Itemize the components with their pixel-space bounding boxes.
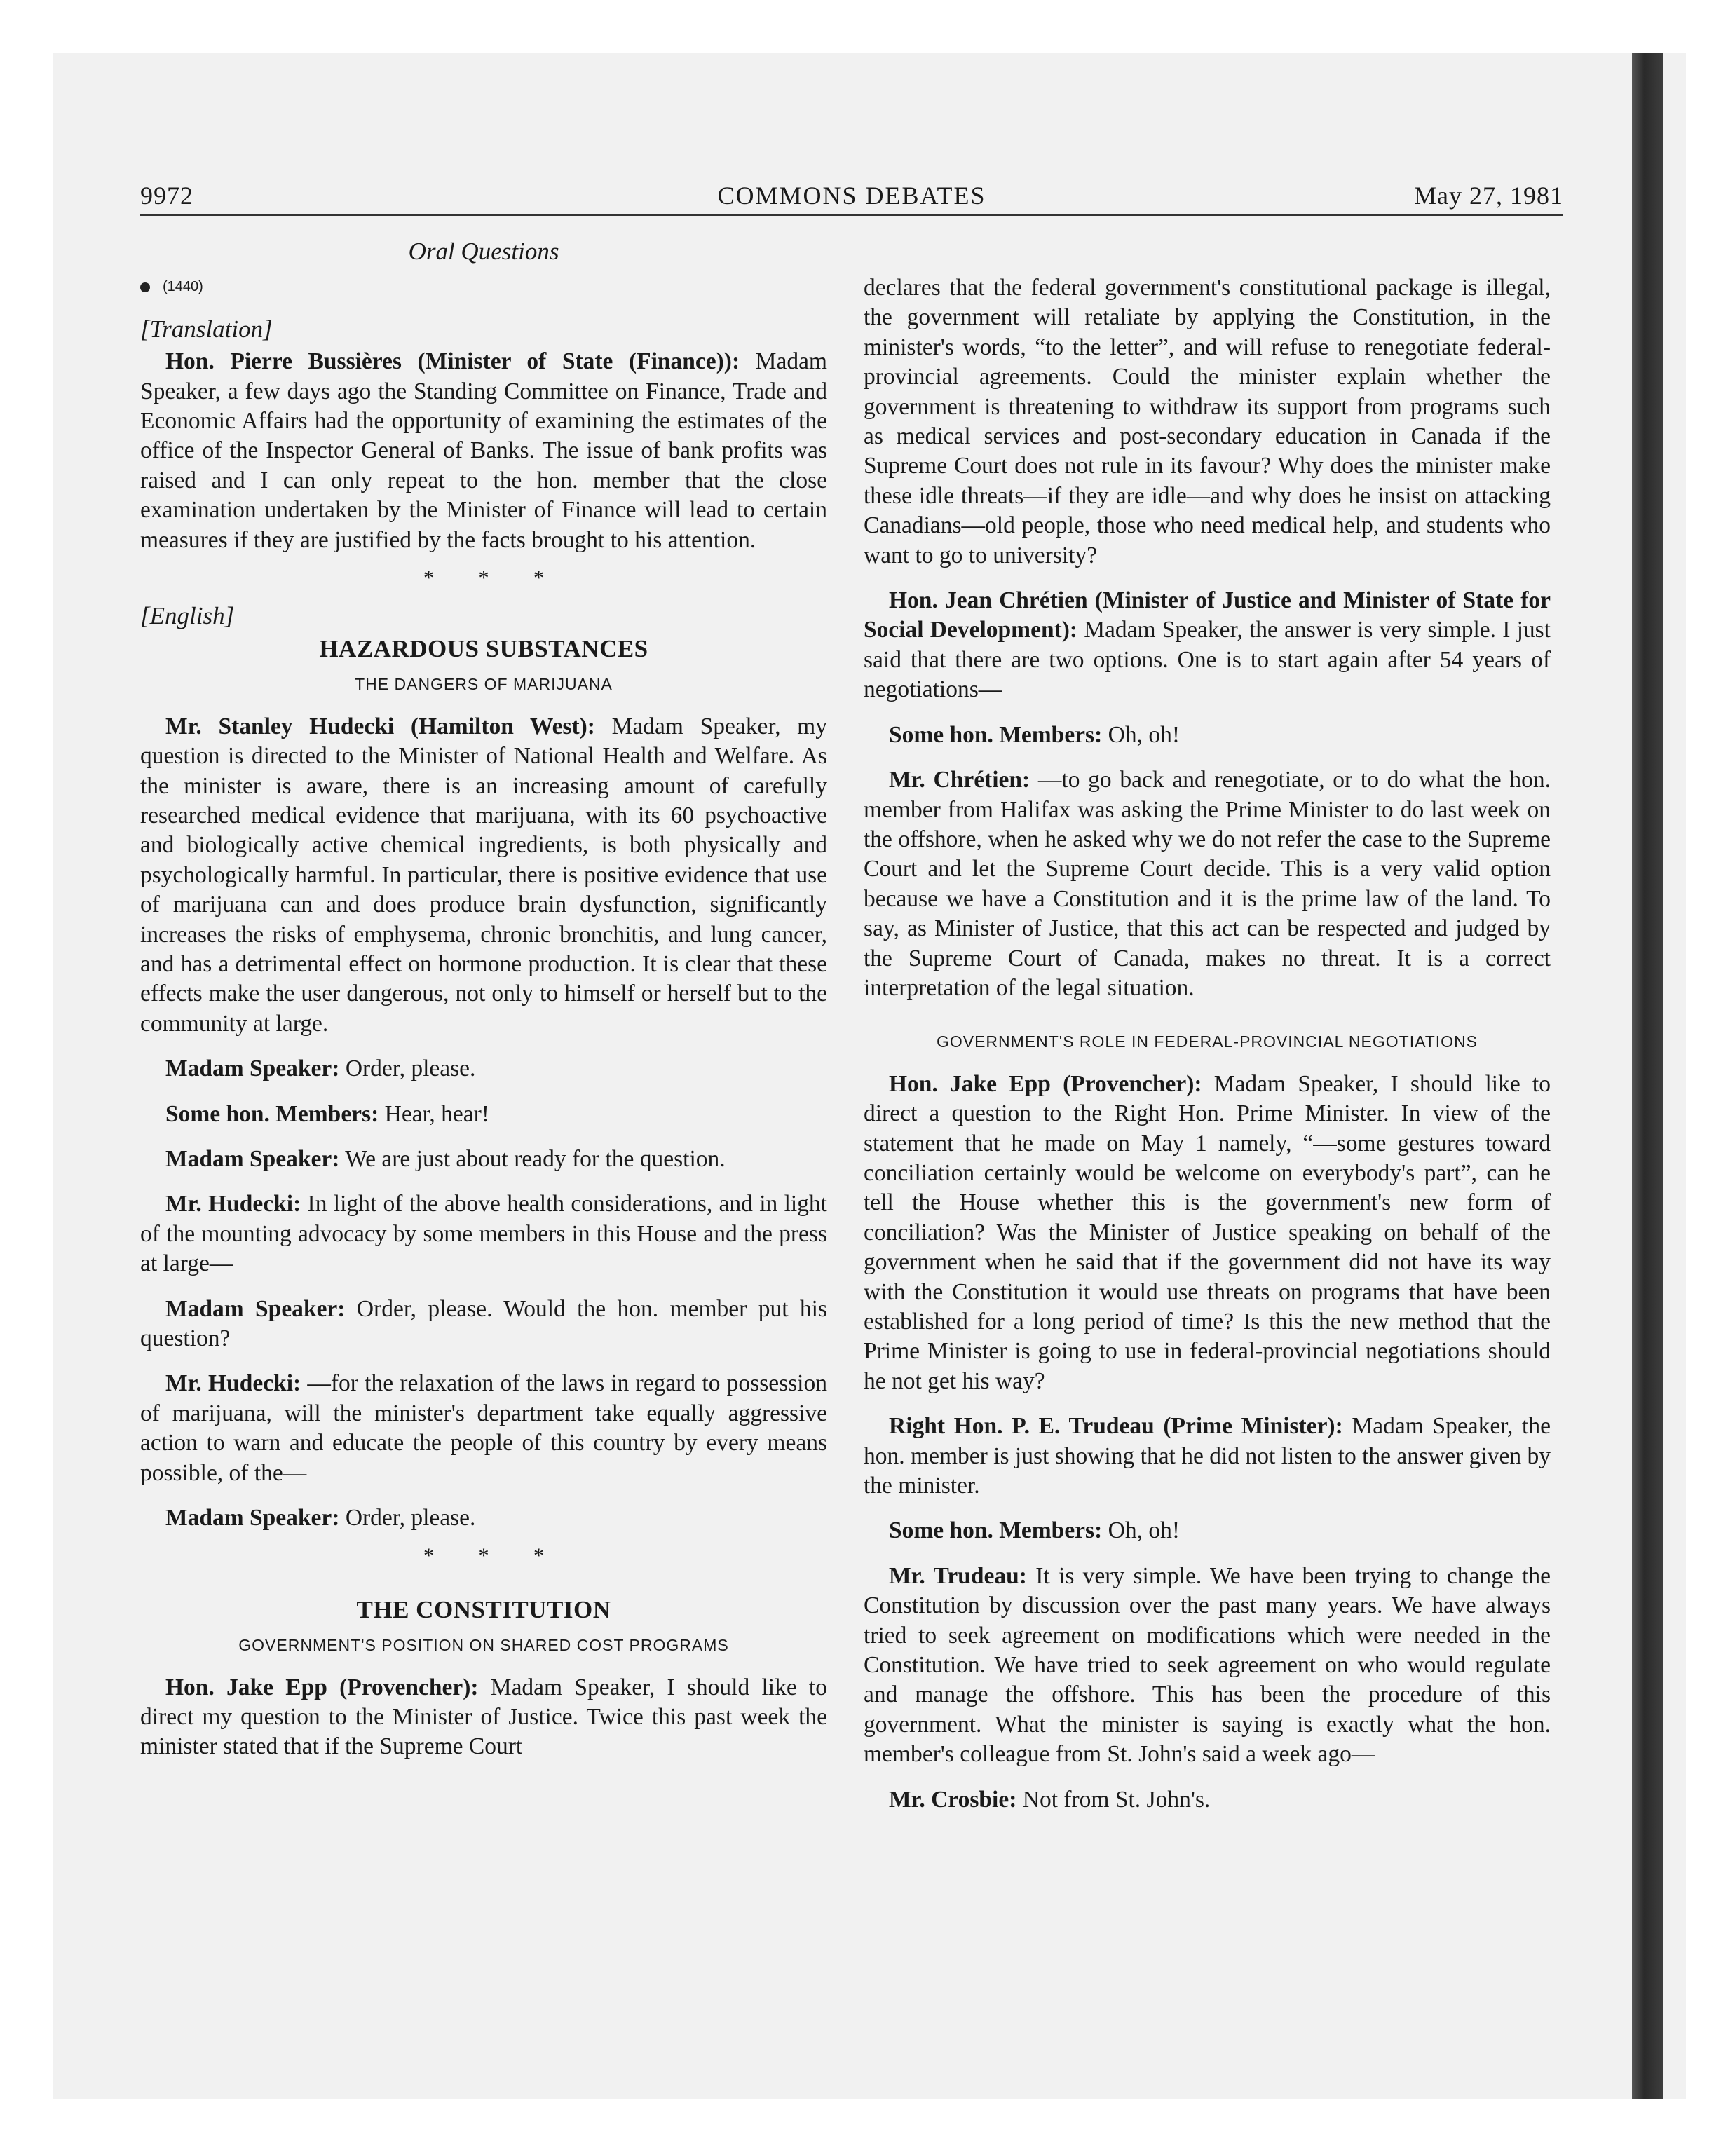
translation-tag: [Translation] xyxy=(140,315,273,343)
paragraph xyxy=(140,1503,827,1533)
speech-text: Madam Speaker, the hon. member is just showing that he did not listen to the answer given by the minister. xyxy=(864,1413,1551,1499)
scan-edge-shadow xyxy=(1632,53,1663,2099)
paragraph xyxy=(140,1295,827,1354)
paragraph xyxy=(140,1369,827,1488)
speech-text: Order, please. xyxy=(339,1056,476,1082)
speaker-name: Mr. Hudecki: xyxy=(165,1191,301,1217)
speaker-name: Mr. Stanley Hudecki (Hamilton West): xyxy=(165,713,595,739)
timestamp-marker xyxy=(140,272,827,301)
speaker-name: Some hon. Members: xyxy=(889,721,1103,748)
paragraph xyxy=(864,721,1551,750)
speaker-name: Some hon. Members: xyxy=(165,1100,379,1127)
bullet-icon xyxy=(140,282,150,292)
publication-title: COMMONS DEBATES xyxy=(717,182,986,210)
speech-text: Not from St. John's. xyxy=(1016,1786,1211,1813)
section-label: Oral Questions xyxy=(408,238,559,265)
speech-text: Order, please. xyxy=(339,1505,476,1531)
section-heading: HAZARDOUS SUBSTANCES xyxy=(319,634,648,662)
speech-text: —to go back and renegotiate, or to do what the hon. member from Halifax was asking the Prime Minister to do last week on the offshore, when he asked why we do not refer the case to the Supreme Court and let the Supreme Court decide. This is a very valid option because we have a Constitution and it is the prime law of the land. To say, as Minister of Justice, that this act can be respected and judged by the Supreme Court of Canada, makes no threat. It is a correct interpretation of the legal situation. xyxy=(864,767,1551,1001)
paragraph xyxy=(140,347,827,555)
paragraph xyxy=(140,1054,827,1084)
speaker-name: Mr. Trudeau: xyxy=(889,1562,1027,1589)
section-heading: THE CONSTITUTION xyxy=(356,1595,611,1623)
right-column xyxy=(864,273,1551,1815)
speech-text: Madam Speaker, I should like to direct my question to the Minister of Justice. Twice this past week the minister stated that if the Supreme Court xyxy=(140,1674,827,1760)
paragraph xyxy=(140,1189,827,1278)
speech-text: Oh, oh! xyxy=(1102,721,1180,748)
paragraph xyxy=(864,1070,1551,1396)
timestamp-text: (1440) xyxy=(163,279,203,295)
section-subheading: GOVERNMENT'S ROLE IN FEDERAL-PROVINCIAL NEGOTIATIONS xyxy=(936,1032,1478,1051)
section-subheading: THE DANGERS OF MARIJUANA xyxy=(355,675,613,694)
paragraph xyxy=(864,1785,1551,1815)
speech-text: Order, please. Would the hon. member put his question? xyxy=(140,1295,827,1351)
speaker-name: Madam Speaker: xyxy=(165,1056,340,1082)
speaker-name: Hon. Jean Chrétien (Minister of Justice and Minister of State for Social Development): xyxy=(864,587,1551,643)
speech-text: Hear, hear! xyxy=(379,1100,489,1127)
paragraph xyxy=(864,765,1551,1003)
paragraph xyxy=(864,1516,1551,1546)
paragraph xyxy=(140,712,827,1039)
section-separator: * * * xyxy=(423,566,564,590)
paragraph xyxy=(140,1673,827,1762)
paragraph xyxy=(140,1100,827,1129)
speech-text: Madam Speaker, the answer is very simple. I just said that there are two options. One is to start again after 54 years of negotiations— xyxy=(864,617,1551,703)
header-rule xyxy=(140,214,1563,216)
speech-text: We are just about ready for the question. xyxy=(339,1145,726,1172)
speaker-name: Hon. Pierre Bussières (Minister of State (Finance)): xyxy=(165,348,740,375)
issue-date: May 27, 1981 xyxy=(1414,182,1563,210)
paragraph xyxy=(864,586,1551,705)
paragraph xyxy=(864,1412,1551,1501)
paragraph xyxy=(140,1145,827,1174)
speaker-name: Mr. Crosbie: xyxy=(889,1786,1017,1813)
speaker-name: Madam Speaker: xyxy=(165,1295,346,1322)
speech-text: Madam Speaker, I should like to direct a question to the Right Hon. Prime Minister. In view of the statement that he made on May 1 namely, “—some gestures toward conciliation certainly would be welcome on everybody's part”, can he tell the House whether this is the government's new form of conciliation? Was the Minister of Justice speaking on behalf of the government when he said that if the government did not have its way with the Constitution it would use threats on programs that have been established for a long period of time? Is this the new method that the Prime Minister is going to use in federal-provincial negotiations should he not get his way? xyxy=(864,1070,1551,1394)
left-column xyxy=(140,237,827,1762)
speaker-name: Hon. Jake Epp (Provencher): xyxy=(165,1674,479,1700)
speaker-name: Some hon. Members: xyxy=(889,1517,1103,1544)
speaker-name: Mr. Hudecki: xyxy=(165,1370,301,1397)
speaker-name: Mr. Chrétien: xyxy=(889,767,1030,793)
speech-text: —for the relaxation of the laws in regard to possession of marijuana, will the minister's department take equally aggressive action to warn and educate the people of this country by every means possible, of the— xyxy=(140,1370,827,1486)
paragraph xyxy=(864,273,1551,571)
speaker-name: Madam Speaker: xyxy=(165,1145,340,1172)
speech-text: Madam Speaker, a few days ago the Standing Committee on Finance, Trade and Economic Affairs had the opportunity of examining the estimates of the office of the Inspector General of Banks. The issue of bank profits was raised and I can only repeat to the hon. member that the close examination undertaken by the Minister of Finance will lead to certain measures if they are justified by the facts brought to his attention. xyxy=(140,348,827,553)
paragraph xyxy=(864,1562,1551,1770)
speaker-name: Right Hon. P. E. Trudeau (Prime Minister): xyxy=(889,1413,1343,1440)
speech-text: Oh, oh! xyxy=(1102,1517,1180,1544)
speaker-name: Hon. Jake Epp (Provencher): xyxy=(889,1070,1202,1097)
language-tag: [English] xyxy=(140,602,235,630)
speaker-name: Madam Speaker: xyxy=(165,1505,340,1531)
section-separator: * * * xyxy=(423,1544,564,1568)
speech-text: Madam Speaker, my question is directed to the Minister of National Health and Welfare. As the minister is aware, there is an increasing amount of carefully researched medical evidence that marijuana, with its 60 psychoactive and biologically active chemical ingredients, is both physically and psychologically harmful. In particular, there is positive evidence that use of marijuana can and does produce brain dysfunction, significantly increases the risks of emphysema, chronic bronchitis, and lung cancer, and has a detrimental effect on hormone production. It is clear that these effects make the user dangerous, not only to himself or herself but to the community at large. xyxy=(140,713,827,1037)
speech-text: It is very simple. We have been trying to change the Constitution by discussion over the past many years. We have always tried to seek agreement on modifications which were needed in the Constitution. We have tried to seek agreement on who would regulate and manage the offshore. This has been the procedure of this government. What the minister is saying is exactly what the hon. member's colleague from St. John's said a week ago— xyxy=(864,1562,1551,1768)
page-number: 9972 xyxy=(140,182,193,210)
speech-text: In light of the above health considerations, and in light of the mounting advocacy by some members in this House and the press at large— xyxy=(140,1191,827,1277)
speech-text: declares that the federal government's constitutional package is illegal, the government will retaliate by applying the Constitution, in the minister's words, “to the letter”, and will refuse to renegotiate federal-provincial agreements. Could the minister explain whether the government is threatening to withdraw its support from programs such as medical services and post-secondary education in Canada if the Supreme Court does not rule in its favour? Why does the minister make these idle threats—if they are idle—and why does he insist on attacking Canadians—old people, those who need medical help, and students who want to go to university? xyxy=(864,275,1551,568)
section-subheading: GOVERNMENT'S POSITION ON SHARED COST PROGRAMS xyxy=(238,1636,729,1655)
